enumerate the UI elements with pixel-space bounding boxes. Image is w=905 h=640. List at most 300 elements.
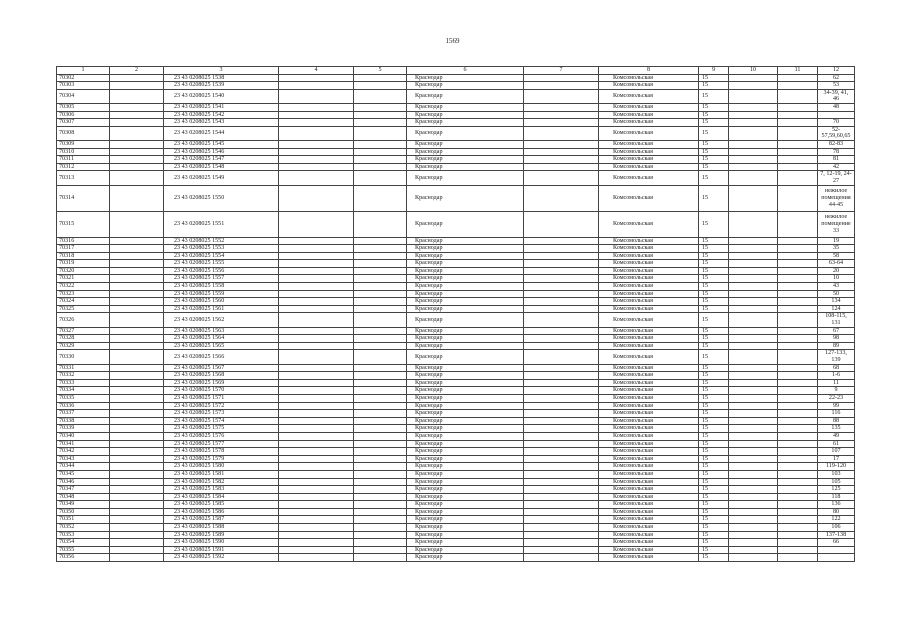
- cell-col-1: 70311: [57, 156, 110, 164]
- cell-col-7: [524, 148, 599, 156]
- cell-col-10: [729, 237, 778, 245]
- cell-col-10: [729, 516, 778, 524]
- table-row: [57, 432, 855, 440]
- cell-col-6: Краснодар: [407, 103, 524, 111]
- cell-col-8: Комсомольская: [599, 493, 699, 501]
- cell-col-8: Комсомольская: [599, 267, 699, 275]
- cell-col-4: [279, 350, 354, 364]
- cell-col-8: Комсомольская: [599, 89, 699, 103]
- cell-col-11: [778, 148, 818, 156]
- cell-col-6: Краснодар: [407, 313, 524, 327]
- table-row: [57, 342, 855, 350]
- cell-col-12: 61: [818, 440, 855, 448]
- cell-col-7: [524, 305, 599, 313]
- cell-col-5: [354, 478, 407, 486]
- page-number: 1569: [445, 37, 460, 45]
- cell-col-2: [110, 387, 164, 395]
- cell-col-12: 49: [818, 432, 855, 440]
- cell-col-5: [354, 364, 407, 372]
- table-row: [57, 440, 855, 448]
- cell-col-6: Краснодар: [407, 410, 524, 418]
- cell-col-2: [110, 148, 164, 156]
- cell-col-7: [524, 554, 599, 562]
- cell-col-11: [778, 335, 818, 343]
- cell-col-4: [279, 440, 354, 448]
- cell-col-12: нежилое помещения 44-45: [818, 185, 855, 211]
- cell-col-4: [279, 379, 354, 387]
- cell-col-6: Краснодар: [407, 260, 524, 268]
- cell-col-12: 43: [818, 283, 855, 291]
- cell-col-8: Комсомольская: [599, 327, 699, 335]
- cell-col-8: Комсомольская: [599, 417, 699, 425]
- cell-col-11: [778, 171, 818, 185]
- cell-col-2: [110, 463, 164, 471]
- cell-col-6: Краснодар: [407, 252, 524, 260]
- table-row: [57, 245, 855, 253]
- cell-col-2: [110, 156, 164, 164]
- cell-col-2: [110, 260, 164, 268]
- column-header-10: 10: [729, 67, 778, 75]
- cell-col-4: [279, 260, 354, 268]
- cell-col-8: Комсомольская: [599, 394, 699, 402]
- cell-col-6: Краснодар: [407, 470, 524, 478]
- cell-col-8: Комсомольская: [599, 290, 699, 298]
- cell-col-7: [524, 74, 599, 82]
- cell-col-12: 122: [818, 516, 855, 524]
- cell-col-2: [110, 82, 164, 90]
- cell-col-1: 70322: [57, 283, 110, 291]
- cell-col-2: [110, 335, 164, 343]
- cell-col-10: [729, 74, 778, 82]
- cell-col-7: [524, 516, 599, 524]
- cell-col-4: [279, 364, 354, 372]
- cell-col-4: [279, 237, 354, 245]
- table-row: [57, 171, 855, 185]
- cell-col-7: [524, 539, 599, 547]
- cell-col-2: [110, 524, 164, 532]
- cell-col-3: 23 43 0208025 1589: [164, 531, 279, 539]
- cell-col-2: [110, 425, 164, 433]
- table-row: [57, 387, 855, 395]
- cell-col-12: 7, 12-19, 24-27: [818, 171, 855, 185]
- cell-col-11: [778, 364, 818, 372]
- cell-col-11: [778, 455, 818, 463]
- cell-col-12: 63-64: [818, 260, 855, 268]
- cell-col-1: 70319: [57, 260, 110, 268]
- table-row: [57, 455, 855, 463]
- cell-col-2: [110, 211, 164, 237]
- table-row: [57, 410, 855, 418]
- cell-col-1: 70304: [57, 89, 110, 103]
- cell-col-1: 70320: [57, 267, 110, 275]
- cell-col-6: Краснодар: [407, 554, 524, 562]
- cell-col-7: [524, 119, 599, 127]
- cell-col-8: Комсомольская: [599, 252, 699, 260]
- cell-col-11: [778, 524, 818, 532]
- cell-col-8: Комсомольская: [599, 126, 699, 140]
- cell-col-1: 70326: [57, 313, 110, 327]
- table-row: [57, 111, 855, 119]
- cell-col-6: Краснодар: [407, 539, 524, 547]
- cell-col-5: [354, 455, 407, 463]
- table-row: [57, 539, 855, 547]
- cell-col-1: 70317: [57, 245, 110, 253]
- cell-col-12: 81: [818, 156, 855, 164]
- cell-col-6: Краснодар: [407, 478, 524, 486]
- cell-col-9: 15: [699, 448, 729, 456]
- header-row: [57, 67, 855, 75]
- cell-col-10: [729, 163, 778, 171]
- cell-col-5: [354, 283, 407, 291]
- cell-col-12: 67: [818, 327, 855, 335]
- cell-col-3: 23 43 0208025 1541: [164, 103, 279, 111]
- cell-col-12: 11: [818, 379, 855, 387]
- cell-col-11: [778, 342, 818, 350]
- cell-col-5: [354, 171, 407, 185]
- cell-col-12: 34-39, 41, 46: [818, 89, 855, 103]
- cell-col-9: 15: [699, 478, 729, 486]
- cell-col-3: 23 43 0208025 1565: [164, 342, 279, 350]
- cell-col-4: [279, 372, 354, 380]
- cell-col-4: [279, 539, 354, 547]
- cell-col-9: 15: [699, 440, 729, 448]
- cell-col-3: 23 43 0208025 1586: [164, 508, 279, 516]
- cell-col-7: [524, 531, 599, 539]
- cell-col-5: [354, 554, 407, 562]
- cell-col-6: Краснодар: [407, 211, 524, 237]
- cell-col-11: [778, 126, 818, 140]
- cell-col-9: 15: [699, 163, 729, 171]
- cell-col-12: 68: [818, 364, 855, 372]
- cell-col-10: [729, 350, 778, 364]
- cell-col-10: [729, 82, 778, 90]
- cell-col-1: 70337: [57, 410, 110, 418]
- cell-col-7: [524, 463, 599, 471]
- cell-col-8: Комсомольская: [599, 283, 699, 291]
- column-header-11: 11: [778, 67, 818, 75]
- cell-col-6: Краснодар: [407, 89, 524, 103]
- cell-col-8: Комсомольская: [599, 364, 699, 372]
- cell-col-6: Краснодар: [407, 111, 524, 119]
- table-row: [57, 508, 855, 516]
- cell-col-8: Комсомольская: [599, 305, 699, 313]
- cell-col-6: Краснодар: [407, 140, 524, 148]
- cell-col-11: [778, 237, 818, 245]
- cell-col-12: [818, 554, 855, 562]
- cell-col-12: 48: [818, 103, 855, 111]
- cell-col-12: 137-138: [818, 531, 855, 539]
- cell-col-4: [279, 478, 354, 486]
- cell-col-3: 23 43 0208025 1557: [164, 275, 279, 283]
- cell-col-4: [279, 463, 354, 471]
- cell-col-6: Краснодар: [407, 156, 524, 164]
- cell-col-2: [110, 394, 164, 402]
- cell-col-7: [524, 350, 599, 364]
- cell-col-7: [524, 342, 599, 350]
- cell-col-7: [524, 546, 599, 554]
- cell-col-9: 15: [699, 89, 729, 103]
- cell-col-7: [524, 455, 599, 463]
- cell-col-6: Краснодар: [407, 305, 524, 313]
- cell-col-8: Комсомольская: [599, 350, 699, 364]
- table-row: [57, 327, 855, 335]
- cell-col-12: 134: [818, 298, 855, 306]
- cell-col-10: [729, 394, 778, 402]
- cell-col-6: Краснодар: [407, 448, 524, 456]
- cell-col-4: [279, 148, 354, 156]
- cell-col-3: 23 43 0208025 1566: [164, 350, 279, 364]
- cell-col-8: Комсомольская: [599, 119, 699, 127]
- cell-col-2: [110, 111, 164, 119]
- cell-col-1: 70324: [57, 298, 110, 306]
- cell-col-6: Краснодар: [407, 327, 524, 335]
- cell-col-10: [729, 313, 778, 327]
- cell-col-2: [110, 163, 164, 171]
- cell-col-8: Комсомольская: [599, 410, 699, 418]
- cell-col-9: 15: [699, 531, 729, 539]
- cell-col-10: [729, 211, 778, 237]
- cell-col-4: [279, 156, 354, 164]
- cell-col-1: 70353: [57, 531, 110, 539]
- cell-col-8: Комсомольская: [599, 524, 699, 532]
- cell-col-1: 70347: [57, 486, 110, 494]
- cell-col-4: [279, 493, 354, 501]
- cell-col-8: Комсомольская: [599, 425, 699, 433]
- cell-col-3: 23 43 0208025 1585: [164, 501, 279, 509]
- cell-col-5: [354, 350, 407, 364]
- cell-col-12: 17: [818, 455, 855, 463]
- cell-col-2: [110, 103, 164, 111]
- cell-col-12: 82-83: [818, 140, 855, 148]
- cell-col-2: [110, 410, 164, 418]
- cell-col-7: [524, 508, 599, 516]
- cell-col-7: [524, 245, 599, 253]
- cell-col-10: [729, 432, 778, 440]
- cell-col-11: [778, 486, 818, 494]
- cell-col-9: 15: [699, 372, 729, 380]
- cell-col-2: [110, 245, 164, 253]
- cell-col-1: 70341: [57, 440, 110, 448]
- cell-col-11: [778, 156, 818, 164]
- cell-col-12: 99: [818, 402, 855, 410]
- cell-col-5: [354, 470, 407, 478]
- cell-col-1: 70339: [57, 425, 110, 433]
- cell-col-5: [354, 275, 407, 283]
- table-row: [57, 463, 855, 471]
- cell-col-1: 70313: [57, 171, 110, 185]
- cell-col-1: 70343: [57, 455, 110, 463]
- cell-col-3: 23 43 0208025 1555: [164, 260, 279, 268]
- cell-col-4: [279, 211, 354, 237]
- cell-col-1: 70336: [57, 402, 110, 410]
- cell-col-8: Комсомольская: [599, 163, 699, 171]
- cell-col-4: [279, 432, 354, 440]
- cell-col-5: [354, 524, 407, 532]
- cell-col-2: [110, 313, 164, 327]
- cell-col-9: 15: [699, 554, 729, 562]
- cell-col-1: 70323: [57, 290, 110, 298]
- cell-col-10: [729, 379, 778, 387]
- cell-col-5: [354, 342, 407, 350]
- cell-col-5: [354, 237, 407, 245]
- cell-col-10: [729, 275, 778, 283]
- table-row: [57, 394, 855, 402]
- cell-col-5: [354, 156, 407, 164]
- cell-col-12: 135: [818, 425, 855, 433]
- cell-col-6: Краснодар: [407, 501, 524, 509]
- cell-col-1: 70355: [57, 546, 110, 554]
- cell-col-10: [729, 335, 778, 343]
- cell-col-11: [778, 163, 818, 171]
- cell-col-4: [279, 163, 354, 171]
- cell-col-11: [778, 260, 818, 268]
- column-header-8: 8: [599, 67, 699, 75]
- cell-col-3: 23 43 0208025 1573: [164, 410, 279, 418]
- cell-col-3: 23 43 0208025 1546: [164, 148, 279, 156]
- cell-col-8: Комсомольская: [599, 432, 699, 440]
- table-row: [57, 531, 855, 539]
- cell-col-4: [279, 267, 354, 275]
- cell-col-9: 15: [699, 103, 729, 111]
- cell-col-7: [524, 298, 599, 306]
- cell-col-2: [110, 539, 164, 547]
- cell-col-12: 1-6: [818, 372, 855, 380]
- cell-col-1: 70316: [57, 237, 110, 245]
- table-row: [57, 305, 855, 313]
- cell-col-5: [354, 111, 407, 119]
- cell-col-2: [110, 275, 164, 283]
- cell-col-7: [524, 89, 599, 103]
- cell-col-8: Комсомольская: [599, 470, 699, 478]
- cell-col-8: Комсомольская: [599, 237, 699, 245]
- cell-col-7: [524, 252, 599, 260]
- column-header-7: 7: [524, 67, 599, 75]
- cell-col-10: [729, 342, 778, 350]
- table-row: [57, 417, 855, 425]
- cell-col-8: Комсомольская: [599, 379, 699, 387]
- cell-col-3: 23 43 0208025 1590: [164, 539, 279, 547]
- cell-col-3: 23 43 0208025 1560: [164, 298, 279, 306]
- cell-col-12: 50: [818, 290, 855, 298]
- column-header-3: 3: [164, 67, 279, 75]
- cell-col-3: 23 43 0208025 1577: [164, 440, 279, 448]
- table-row: [57, 350, 855, 364]
- cell-col-7: [524, 379, 599, 387]
- cell-col-11: [778, 493, 818, 501]
- cell-col-1: 70315: [57, 211, 110, 237]
- cell-col-12: 88: [818, 417, 855, 425]
- cell-col-9: 15: [699, 237, 729, 245]
- cell-col-6: Краснодар: [407, 275, 524, 283]
- cell-col-5: [354, 379, 407, 387]
- cell-col-6: Краснодар: [407, 372, 524, 380]
- cell-col-11: [778, 350, 818, 364]
- cell-col-6: Краснодар: [407, 298, 524, 306]
- registry-table: [56, 66, 855, 562]
- cell-col-12: 70: [818, 119, 855, 127]
- cell-col-4: [279, 531, 354, 539]
- cell-col-1: 70354: [57, 539, 110, 547]
- cell-col-6: Краснодар: [407, 402, 524, 410]
- cell-col-4: [279, 298, 354, 306]
- cell-col-6: Краснодар: [407, 335, 524, 343]
- cell-col-10: [729, 410, 778, 418]
- cell-col-1: 70342: [57, 448, 110, 456]
- cell-col-6: Краснодар: [407, 290, 524, 298]
- cell-col-4: [279, 387, 354, 395]
- table-row: [57, 252, 855, 260]
- cell-col-10: [729, 554, 778, 562]
- cell-col-8: Комсомольская: [599, 546, 699, 554]
- cell-col-10: [729, 539, 778, 547]
- cell-col-4: [279, 342, 354, 350]
- cell-col-12: 22-23: [818, 394, 855, 402]
- cell-col-10: [729, 89, 778, 103]
- cell-col-6: Краснодар: [407, 379, 524, 387]
- cell-col-1: 70303: [57, 82, 110, 90]
- cell-col-5: [354, 327, 407, 335]
- cell-col-11: [778, 531, 818, 539]
- table-row: [57, 364, 855, 372]
- cell-col-3: 23 43 0208025 1561: [164, 305, 279, 313]
- cell-col-7: [524, 486, 599, 494]
- cell-col-7: [524, 237, 599, 245]
- cell-col-11: [778, 478, 818, 486]
- cell-col-10: [729, 140, 778, 148]
- cell-col-7: [524, 417, 599, 425]
- cell-col-7: [524, 394, 599, 402]
- cell-col-5: [354, 372, 407, 380]
- cell-col-10: [729, 148, 778, 156]
- cell-col-3: 23 43 0208025 1550: [164, 185, 279, 211]
- cell-col-12: 89: [818, 342, 855, 350]
- cell-col-5: [354, 539, 407, 547]
- table-row: [57, 260, 855, 268]
- cell-col-1: 70348: [57, 493, 110, 501]
- cell-col-4: [279, 89, 354, 103]
- cell-col-3: 23 43 0208025 1552: [164, 237, 279, 245]
- cell-col-11: [778, 103, 818, 111]
- table-row: [57, 546, 855, 554]
- table-row: [57, 275, 855, 283]
- cell-col-4: [279, 171, 354, 185]
- cell-col-2: [110, 283, 164, 291]
- cell-col-12: 10: [818, 275, 855, 283]
- cell-col-12: 9: [818, 387, 855, 395]
- cell-col-3: 23 43 0208025 1578: [164, 448, 279, 456]
- cell-col-8: Комсомольская: [599, 313, 699, 327]
- cell-col-8: Комсомольская: [599, 440, 699, 448]
- cell-col-11: [778, 140, 818, 148]
- cell-col-5: [354, 516, 407, 524]
- cell-col-4: [279, 305, 354, 313]
- cell-col-10: [729, 126, 778, 140]
- column-header-9: 9: [699, 67, 729, 75]
- cell-col-9: 15: [699, 486, 729, 494]
- cell-col-1: 70351: [57, 516, 110, 524]
- cell-col-12: 66: [818, 539, 855, 547]
- cell-col-11: [778, 546, 818, 554]
- cell-col-6: Краснодар: [407, 508, 524, 516]
- cell-col-10: [729, 455, 778, 463]
- cell-col-4: [279, 417, 354, 425]
- cell-col-1: 70306: [57, 111, 110, 119]
- cell-col-3: 23 43 0208025 1576: [164, 432, 279, 440]
- cell-col-2: [110, 267, 164, 275]
- cell-col-7: [524, 432, 599, 440]
- cell-col-3: 23 43 0208025 1575: [164, 425, 279, 433]
- table-row: [57, 119, 855, 127]
